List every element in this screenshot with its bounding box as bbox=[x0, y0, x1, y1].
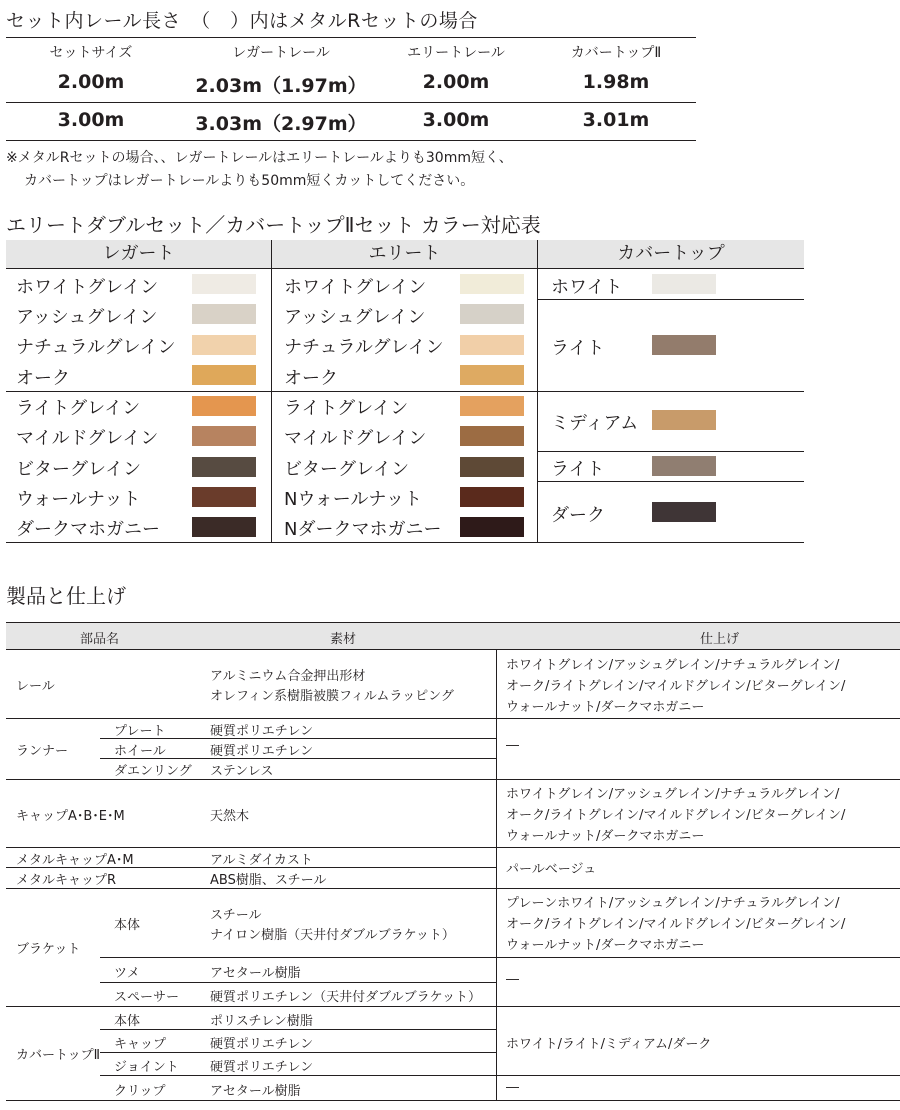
legato-name-3: ナチュラルグレイン bbox=[16, 337, 176, 358]
ct-ct-rule-3 bbox=[537, 481, 804, 482]
rail-length-title: セット内レール長さ （ ）内はメタルRセットの場合 bbox=[6, 10, 478, 32]
covertop2-rule-3 bbox=[100, 1075, 900, 1076]
rail-name: レール bbox=[16, 679, 55, 694]
runner-rule-1 bbox=[100, 738, 496, 739]
color-table-title: エリートダブルセット／カバートップⅡセット カラー対応表 bbox=[6, 213, 541, 237]
metal-cap-rule bbox=[6, 867, 496, 868]
legato-swatch-2 bbox=[192, 304, 256, 324]
covertop-swatch-1 bbox=[652, 274, 716, 294]
rail-finish-2: オーク/ライトグレイン/マイルドグレイン/ビターグレイン/ bbox=[506, 679, 846, 694]
cap-bottom-rule bbox=[6, 847, 900, 848]
covertop2-material-1: ポリスチレン樹脂 bbox=[210, 1014, 313, 1029]
elite-name-8: Nウォールナット bbox=[284, 489, 423, 510]
covertop2-finish: ホワイト/ライト/ミディアム/ダーク bbox=[506, 1037, 712, 1052]
bracket-tsume-material: アセタール樹脂 bbox=[210, 966, 301, 981]
note-line-2: カバートップはレガートレールよりも50mm短くカットしてください。 bbox=[24, 173, 475, 189]
note-line-1: ※メタルRセットの場合、、レガートレールはエリートレールよりも30mm短く、 bbox=[6, 150, 513, 166]
pt-header-band bbox=[6, 623, 900, 649]
elite-swatch-4 bbox=[460, 365, 524, 385]
t1-row2-covertop: 3.01m bbox=[582, 109, 650, 131]
covertop-name-1: ホワイト bbox=[551, 277, 623, 298]
cap-finish-1: ホワイトグレイン/アッシュグレイン/ナチュラルグレイン/ bbox=[506, 787, 840, 802]
runner-rule-2 bbox=[100, 758, 496, 759]
runner-sub-3: ダエンリング bbox=[114, 764, 192, 779]
rail-material-1: アルミニウム合金押出形材 bbox=[210, 669, 366, 684]
runner-material-2: 硬質ポリエチレン bbox=[210, 744, 314, 759]
covertop2-material-4: アセタール樹脂 bbox=[210, 1084, 301, 1099]
elite-name-6: マイルドグレイン bbox=[284, 428, 427, 449]
bracket-body-material-2: ナイロン樹脂（天井付ダブルブラケット） bbox=[210, 928, 455, 943]
t1-header-legato-rail: レガートレール bbox=[232, 45, 330, 61]
legato-swatch-9 bbox=[192, 517, 256, 537]
bracket-finish-3: ウォールナット/ダークマホガニー bbox=[506, 938, 705, 953]
bracket-body-material-1: スチール bbox=[210, 908, 262, 923]
rail-finish-1: ホワイトグレイン/アッシュグレイン/ナチュラルグレイン/ bbox=[506, 658, 840, 673]
legato-swatch-3 bbox=[192, 335, 256, 355]
elite-swatch-8 bbox=[460, 487, 524, 507]
bracket-rule-2 bbox=[100, 982, 496, 983]
metal-cap-finish: パールベージュ bbox=[506, 862, 597, 877]
legato-name-9: ダークマホガニー bbox=[16, 519, 160, 540]
t1-header-covertop: カバートップⅡ bbox=[570, 45, 662, 61]
runner-name: ランナー bbox=[16, 744, 69, 759]
bracket-spacer-material: 硬質ポリエチレン（天井付ダブルブラケット） bbox=[210, 990, 481, 1005]
metal-cap-r-name: メタルキャップR bbox=[16, 873, 117, 888]
legato-swatch-4 bbox=[192, 365, 256, 385]
ct-header-legato: レガート bbox=[6, 240, 271, 268]
runner-sub-2: ホイール bbox=[114, 744, 166, 759]
covertop2-name: カバートップⅡ bbox=[16, 1048, 101, 1063]
elite-name-2: アッシュグレイン bbox=[284, 307, 426, 328]
covertop-name-3: ミディアム bbox=[551, 413, 639, 434]
cap-material: 天然木 bbox=[210, 809, 250, 824]
t1-header-elite-rail: エリートレール bbox=[407, 45, 505, 61]
table1-bottom-rule bbox=[6, 140, 696, 141]
ct-ct-rule-1 bbox=[537, 299, 804, 300]
ct-group-rule bbox=[6, 391, 804, 392]
rail-finish-3: ウォールナット/ダークマホガニー bbox=[506, 700, 705, 715]
t1-row1-legato: 2.03m（1.97m） bbox=[195, 75, 367, 97]
elite-name-3: ナチュラルグレイン bbox=[284, 337, 444, 358]
bracket-body-sub: 本体 bbox=[114, 918, 141, 933]
bracket-tsume-sub: ツメ bbox=[114, 966, 140, 981]
runner-material-3: ステンレス bbox=[210, 764, 274, 779]
t1-row2-size: 3.00m bbox=[57, 109, 125, 131]
ct-header-covertop: カバートップ bbox=[538, 240, 804, 268]
cap-name: キャップA･B･E･M bbox=[16, 809, 125, 824]
elite-name-4: オーク bbox=[284, 368, 338, 389]
ct-ct-rule-2 bbox=[537, 451, 804, 452]
t1-row2-elite: 3.00m bbox=[422, 109, 490, 131]
covertop2-material-2: 硬質ポリエチレン bbox=[210, 1037, 314, 1052]
table1-top-rule bbox=[6, 37, 696, 38]
legato-name-4: オーク bbox=[16, 368, 70, 389]
elite-swatch-1 bbox=[460, 274, 524, 294]
covertop2-material-3: 硬質ポリエチレン bbox=[210, 1060, 314, 1075]
runner-bottom-rule bbox=[6, 779, 900, 780]
bracket-finish-1: プレーンホワイト/アッシュグレイン/ナチュラルグレイン/ bbox=[506, 896, 840, 911]
ct-header-elite: エリート bbox=[272, 240, 537, 268]
runner-sub-1: プレート bbox=[114, 724, 166, 739]
bracket-name: ブラケット bbox=[16, 942, 81, 957]
legato-name-5: ライトグレイン bbox=[16, 398, 141, 419]
pt-header-finish: 仕上げ bbox=[700, 632, 740, 647]
table1-mid-rule bbox=[6, 102, 696, 103]
legato-name-8: ウォールナット bbox=[16, 489, 141, 510]
elite-swatch-9 bbox=[460, 517, 524, 537]
t1-header-set-size: セットサイズ bbox=[49, 45, 133, 61]
t1-row1-elite: 2.00m bbox=[422, 71, 490, 93]
rail-material-2: オレフィン系樹脂被膜フィルムラッピング bbox=[210, 689, 454, 704]
covertop2-sub-4: クリップ bbox=[114, 1084, 166, 1099]
covertop-name-2: ライト bbox=[551, 338, 605, 359]
legato-swatch-5 bbox=[192, 396, 256, 416]
covertop-name-5: ダーク bbox=[551, 505, 605, 526]
cap-finish-3: ウォールナット/ダークマホガニー bbox=[506, 829, 705, 844]
legato-name-6: マイルドグレイン bbox=[16, 428, 159, 449]
t1-row1-size: 2.00m bbox=[57, 71, 125, 93]
legato-name-1: ホワイトグレイン bbox=[16, 277, 159, 298]
covertop2-rule-2 bbox=[100, 1052, 496, 1053]
t1-row2-legato: 3.03m（2.97m） bbox=[195, 113, 367, 135]
legato-swatch-8 bbox=[192, 487, 256, 507]
covertop2-sub-3: ジョイント bbox=[114, 1060, 179, 1075]
bracket-rule-1 bbox=[100, 957, 900, 958]
ct-header-rule bbox=[6, 268, 804, 269]
covertop2-sub-2: キャップ bbox=[114, 1037, 167, 1052]
elite-name-9: Nダークマホガニー bbox=[284, 519, 442, 540]
pt-header-rule bbox=[6, 649, 900, 650]
covertop-swatch-2 bbox=[652, 335, 716, 355]
covertop2-rule-1 bbox=[100, 1029, 496, 1030]
elite-swatch-2 bbox=[460, 304, 524, 324]
runner-material-1: 硬質ポリエチレン bbox=[210, 724, 314, 739]
metal-cap-am-name: メタルキャップA･M bbox=[16, 853, 134, 868]
legato-swatch-7 bbox=[192, 457, 256, 477]
metal-cap-r-material: ABS樹脂、スチール bbox=[210, 873, 327, 888]
covertop-swatch-4 bbox=[652, 456, 716, 476]
runner-finish: ― bbox=[506, 738, 519, 753]
ct-bottom-rule bbox=[6, 542, 804, 543]
covertop2-sub-1: 本体 bbox=[114, 1014, 141, 1029]
metal-cap-bottom-rule bbox=[6, 888, 900, 889]
rail-bottom-rule bbox=[6, 718, 900, 719]
covertop-swatch-5 bbox=[652, 502, 716, 522]
pt-bottom-rule bbox=[6, 1100, 900, 1101]
elite-swatch-6 bbox=[460, 426, 524, 446]
cap-finish-2: オーク/ライトグレイン/マイルドグレイン/ビターグレイン/ bbox=[506, 808, 846, 823]
elite-swatch-5 bbox=[460, 396, 524, 416]
bracket-tsume-finish: ― bbox=[506, 972, 519, 987]
covertop-name-4: ライト bbox=[551, 459, 605, 480]
elite-name-1: ホワイトグレイン bbox=[284, 277, 427, 298]
pt-header-part: 部品名 bbox=[80, 632, 120, 647]
pt-header-material: 素材 bbox=[330, 632, 357, 647]
bracket-finish-2: オーク/ライトグレイン/マイルドグレイン/ビターグレイン/ bbox=[506, 917, 846, 932]
metal-cap-am-material: アルミダイカスト bbox=[210, 853, 313, 868]
elite-swatch-7 bbox=[460, 457, 524, 477]
legato-swatch-6 bbox=[192, 426, 256, 446]
legato-name-2: アッシュグレイン bbox=[16, 307, 158, 328]
products-title: 製品と仕上げ bbox=[6, 584, 126, 608]
t1-row1-covertop: 1.98m bbox=[582, 71, 650, 93]
bracket-bottom-rule bbox=[6, 1006, 900, 1007]
bracket-spacer-sub: スペーサー bbox=[114, 990, 180, 1005]
covertop2-clip-finish: ― bbox=[506, 1080, 519, 1095]
legato-name-7: ビターグレイン bbox=[16, 459, 142, 480]
legato-swatch-1 bbox=[192, 274, 256, 294]
covertop-swatch-3 bbox=[652, 410, 716, 430]
elite-name-5: ライトグレイン bbox=[284, 398, 409, 419]
elite-swatch-3 bbox=[460, 335, 524, 355]
pt-divider-finish bbox=[496, 649, 497, 1100]
elite-name-7: ビターグレイン bbox=[284, 459, 410, 480]
